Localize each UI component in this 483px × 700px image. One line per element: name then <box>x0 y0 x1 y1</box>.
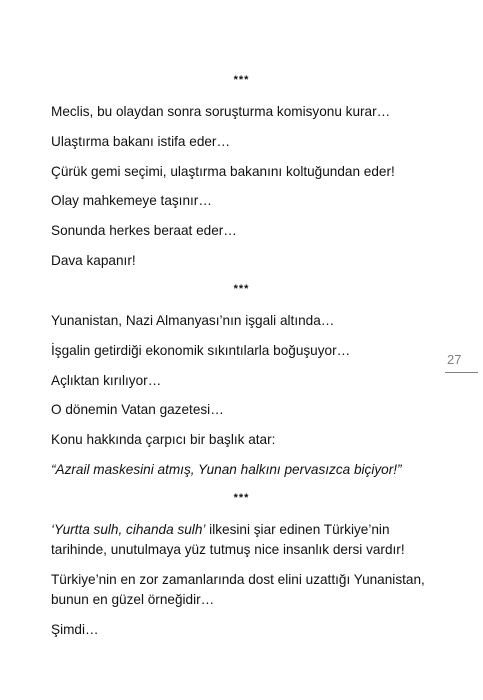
page-number: 27 <box>447 352 462 367</box>
text-line: Çürük gemi seçimi, ulaştırma bakanını koltuğundan eder! <box>51 164 395 179</box>
section-separator: *** <box>233 283 250 295</box>
section-separator: *** <box>233 74 250 86</box>
text-span: ilkesini şiar edinen Türkiye’nin <box>205 522 390 537</box>
text-line <box>51 520 390 540</box>
text-line: İşgalin getirdiği ekonomik sıkıntılarla boğuşuyor… <box>51 343 351 358</box>
page-number-rule <box>445 372 478 373</box>
text-line: Türkiye’nin en zor zamanlarında dost elini uzattığı Yunanistan, <box>51 572 425 587</box>
text-line: bunun en güzel örneğidir… <box>51 592 215 607</box>
text-line: Meclis, bu olaydan sonra soruşturma komisyonu kurar… <box>51 104 391 119</box>
newspaper-headline-quote: “Azrail maskesini atmış, Yunan halkını pervasızca biçiyor!” <box>51 462 402 477</box>
text-line: Olay mahkemeye taşınır… <box>51 193 212 208</box>
text-line: Konu hakkında çarpıcı bir başlık atar: <box>51 432 276 447</box>
text-line: Yunanistan, Nazi Almanyası’nın işgali altında… <box>51 313 335 328</box>
section-separator: *** <box>233 492 250 504</box>
text-line: Açlıktan kırılıyor… <box>51 373 162 388</box>
text-line: Dava kapanır! <box>51 253 136 268</box>
text-line: O dönemin Vatan gazetesi… <box>51 402 224 417</box>
text-line: Sonunda herkes beraat eder… <box>51 223 237 238</box>
text-line: Şimdi… <box>51 622 99 637</box>
motto-quote: ‘Yurtta sulh, cihanda sulh’ <box>51 522 206 537</box>
text-line: Ulaştırma bakanı istifa eder… <box>51 134 231 149</box>
text-line: tarihinde, unutulmaya yüz tutmuş nice insanlık dersi vardır! <box>51 542 405 557</box>
